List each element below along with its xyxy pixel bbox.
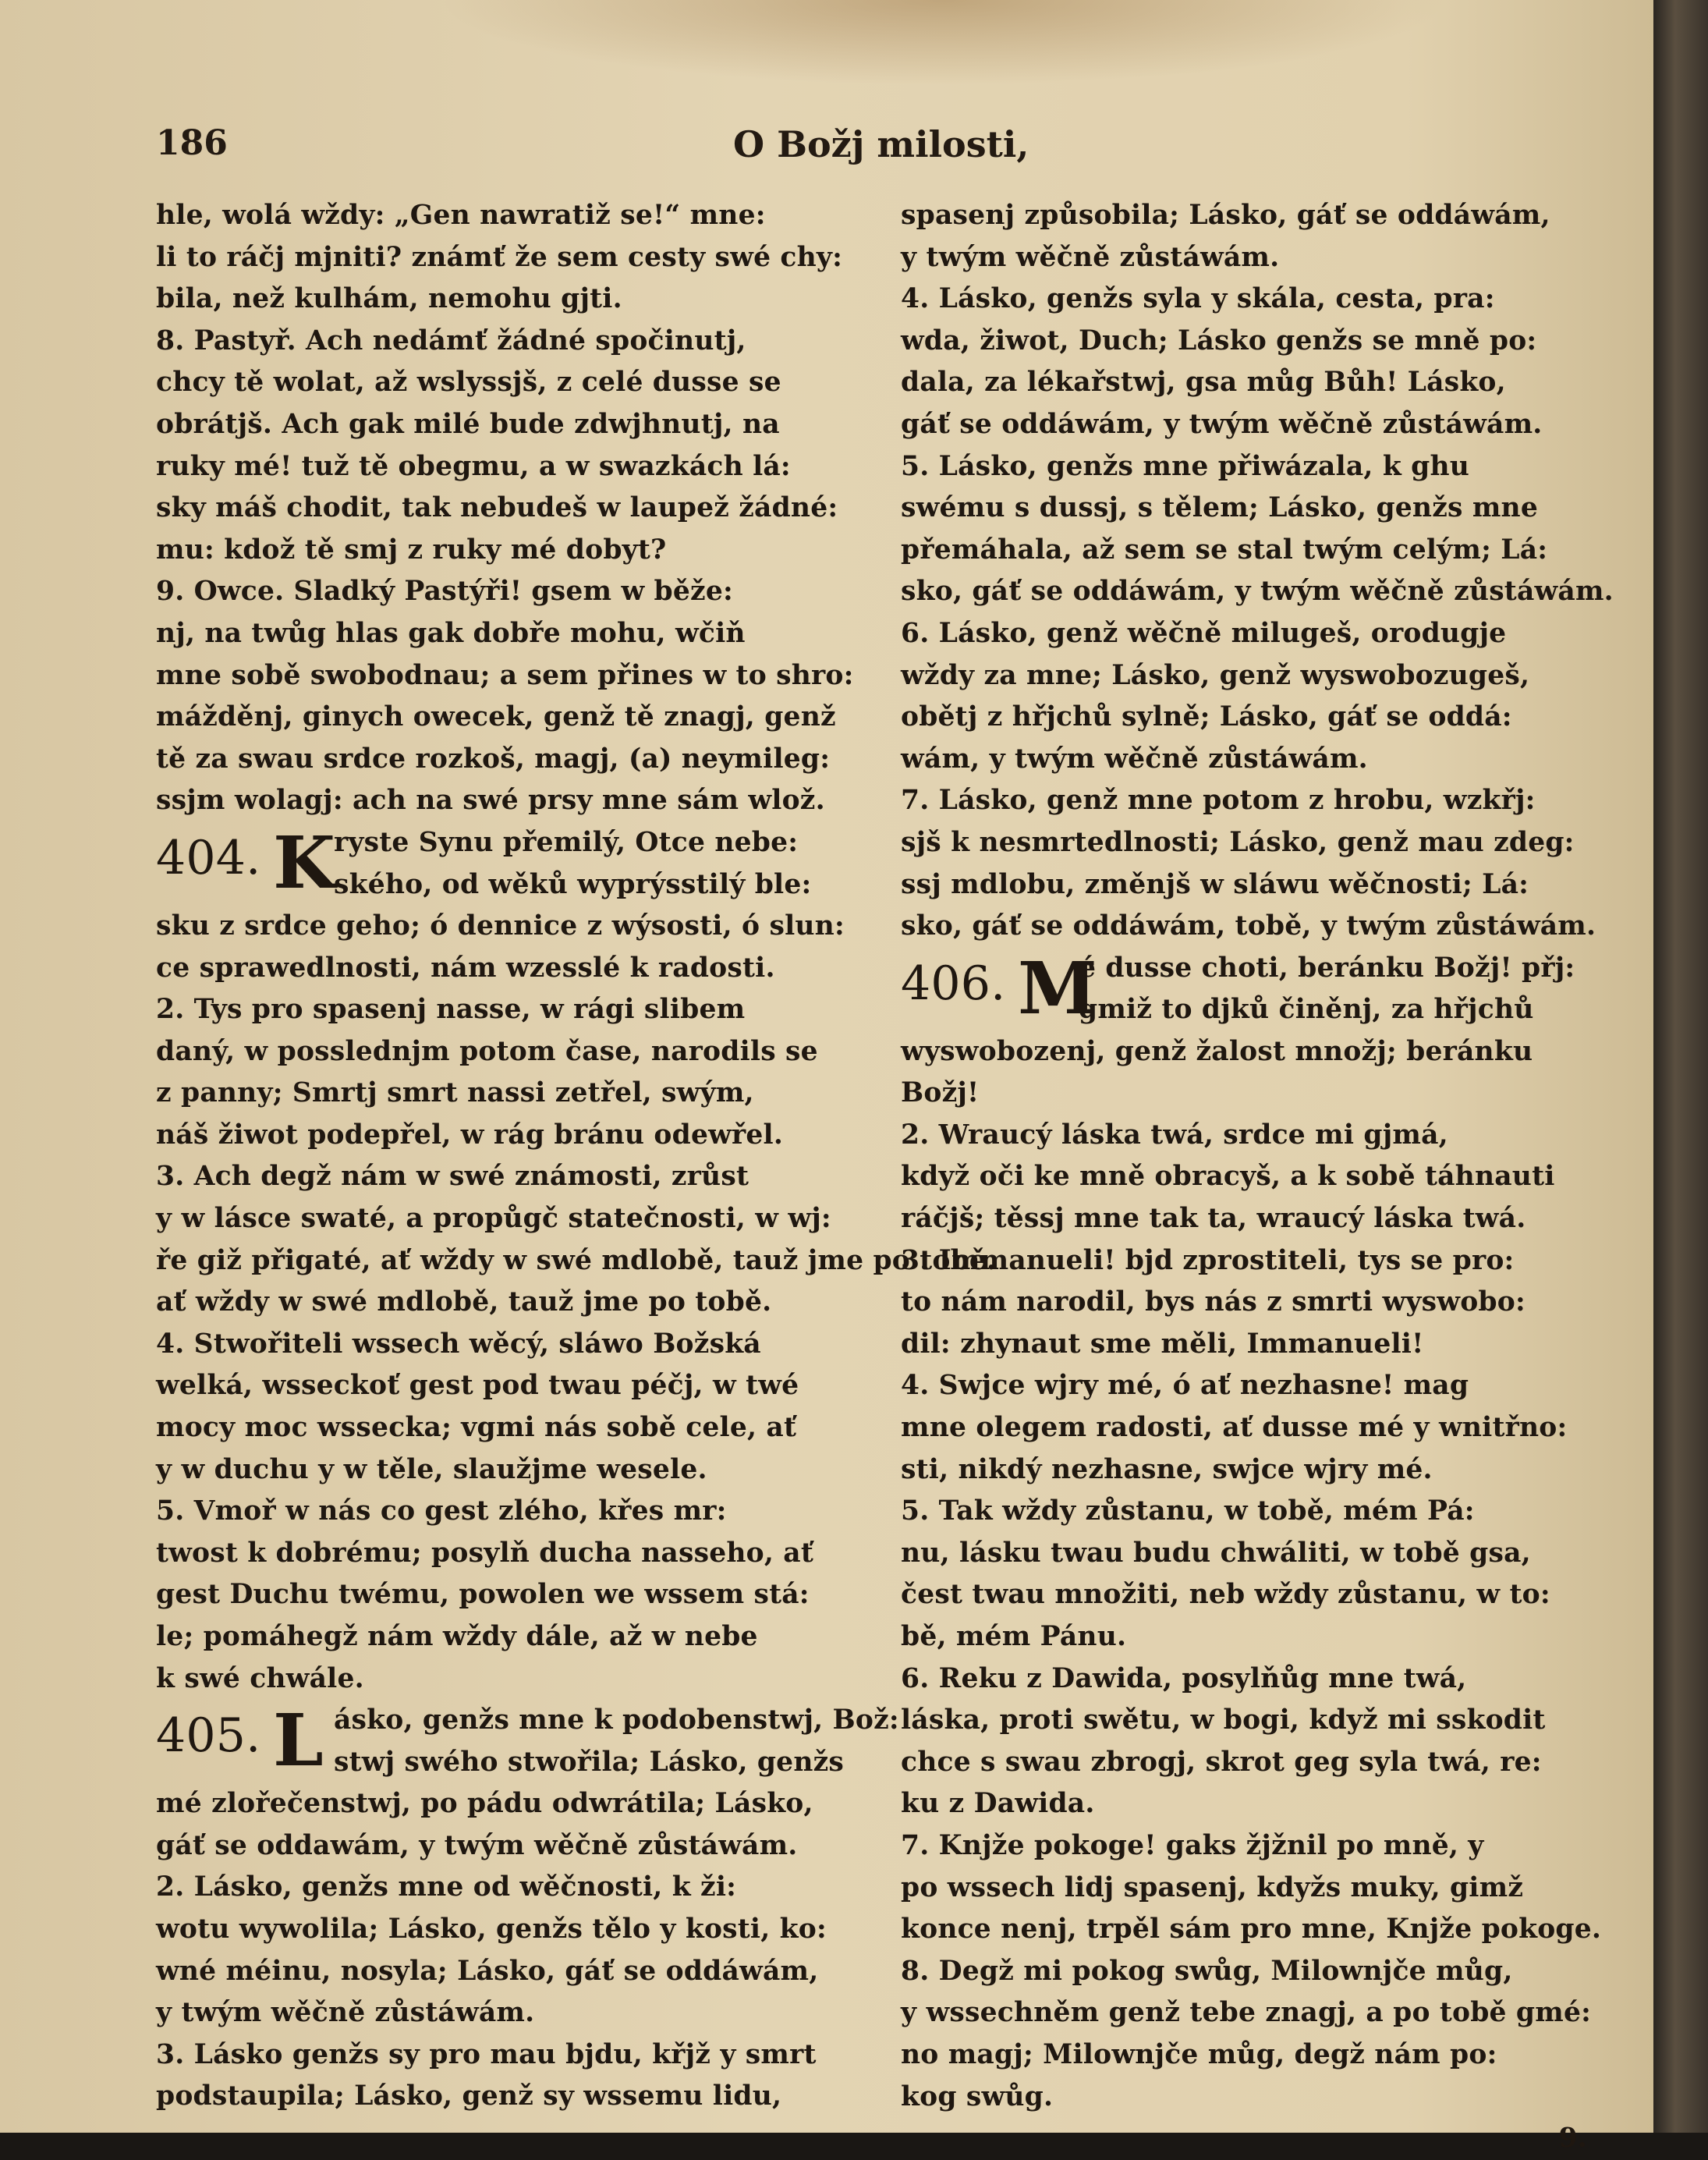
hymn-405-heading [156,1698,899,1783]
text-line: čest twau množiti, neb wždy zůstanu, w to: [901,1579,1550,1611]
text-line: 2. Tys pro spasenj nasse, w rági slibem [156,994,746,1026]
text-line: mne sobě swobodnau; a sem přines w to shro: [156,659,854,691]
text-line: k swé chwále. [156,1662,364,1694]
text-line: sjš k nesmrtedlnosti; Lásko, genž mau zdeg: [901,826,1575,858]
page-header [156,123,1529,178]
text-line: 5. Tak wždy zůstanu, w tobě, mém Pá: [901,1495,1475,1527]
hymn-first-line: ásko, genžs mne k podobenstwj, Bož: [334,1704,899,1736]
hymn-first-line: ryste Synu přemilý, Otce nebe: [334,826,799,858]
text-line: z panny; Smrtj smrt nassi zetřel, swým, [156,1077,754,1109]
text-line: 6. Lásko, genž wěčně milugeš, orodugje [901,617,1507,649]
text-line: y wssechněm genž tebe znagj, a po tobě gmé: [901,1997,1592,2029]
hymn-line: ce sprawedlnosti, nám wzesslé k radosti. [156,952,775,984]
text-line: mážděnj, ginych owecek, genž tě znagj, genž [156,701,836,733]
text-line: když oči ke mně obracyš, a k sobě táhnauti [901,1161,1555,1193]
text-line: podstaupila; Lásko, genž sy wssemu lidu, [156,2080,782,2112]
catchword: 9. [1558,2123,1587,2155]
text-line: gáť se oddáwám, y twým wěčně zůstáwám. [901,408,1543,440]
next-page-edge [1653,0,1708,2133]
hymn-line: sku z srdce geho; ó dennice z wýsosti, ó slun: [156,910,845,942]
text-line: 7. Knjže pokoge! gaks žjžnil po mně, y [901,1829,1484,1861]
text-line: chcy tě wolat, až wslyssjš, z celé dusse se [156,367,781,399]
running-title: O Božj milosti, [733,123,1029,165]
text-line: li to ráčj mjniti? známť že sem cesty swé chy: [156,241,843,273]
text-line: dil: zhynaut sme měli, Immanueli! [901,1328,1424,1360]
hymn-number: 406. [901,956,1006,1011]
text-line: kog swůg. [901,2080,1054,2112]
text-line: y twým wěčně zůstáwám. [901,241,1280,273]
hymn-line: Božj! [901,1077,980,1109]
text-line: přemáhala, až sem se stal twým celým; Lá: [901,534,1548,566]
text-line: ruky mé! tuž tě obegmu, a w swazkách lá: [156,450,791,482]
hymn-line: gáť se oddawám, y twým wěčně zůstáwám. [156,1829,798,1861]
text-line: sko, gáť se oddáwám, y twým wěčně zůstáwám. [901,576,1614,608]
text-line: 8. Pastyř. Ach nedámť žádné spočinutj, [156,325,746,356]
text-line: 3. Lásko genžs sy pro mau bjdu, křjž y smrt [156,2038,817,2070]
text-line: po wssech lidj spasenj, kdyžs muky, gimž [901,1871,1524,1903]
hymn-line: stwj swého stwořila; Lásko, genžs [334,1746,845,1778]
text-line: 3. Immanueli! bjd zprostiteli, tys se pro: [901,1244,1515,1276]
text-block [901,195,1614,948]
text-line: 4. Lásko, genžs syla y skála, cesta, pra: [901,283,1495,315]
text-line: no magj; Milownjče můg, degž nám po: [901,2038,1497,2070]
text-line: 4. Swjce wjry mé, ó ať nezhasne! mag [901,1370,1469,1402]
text-line: ráčjš; těssj mne tak ta, wraucý láska twá. [901,1203,1526,1235]
text-line: hle, wolá wždy: „Gen nawratiž se!“ mne: [156,200,766,231]
text-line: sti, nikdý nezhasne, swjce wjry mé. [901,1453,1433,1485]
right-column [901,195,1614,2160]
hymn-404-heading [156,822,858,906]
text-line: bě, mém Pánu. [901,1621,1127,1652]
text-line: 2. Wraucý láska twá, srdce mi gjmá, [901,1119,1448,1151]
text-line: 5. Lásko, genžs mne přiwázala, k ghu [901,450,1470,482]
text-line: ře giž přigaté, ať wždy w swé mdlobě, tauž jme po tobě. [156,1244,997,1276]
text-line: 7. Lásko, genž mne potom z hrobu, wzkřj: [901,785,1536,817]
text-line: 6. Reku z Dawida, posylňůg mne twá, [901,1662,1467,1694]
text-line: ať wždy w swé mdlobě, tauž jme po tobě. [156,1286,772,1318]
text-line: 5. Vmoř w nás co gest zlého, křes mr: [156,1495,727,1527]
text-line: sko, gáť se oddáwám, tobě, y twým zůstáwám. [901,910,1596,942]
drop-cap: L [273,1698,324,1783]
page-number: 186 [156,123,228,163]
text-line: 2. Lásko, genžs mne od wěčnosti, k ži: [156,1871,737,1903]
text-line: ssjm wolagj: ach na swé prsy mne sám wlož. [156,785,825,817]
hymn-line: ského, od wěků wyprýsstilý ble: [334,868,812,900]
text-line: wda, žiwot, Duch; Lásko genžs se mně po: [901,325,1537,356]
hymn-line: mé zlořečenstwj, po pádu odwrátila; Lásko, [156,1788,813,1820]
text-line: 9. Owce. Sladký Pastýři! gsem w běže: [156,576,733,608]
text-line: wám, y twým wěčně zůstáwám. [901,743,1368,775]
drop-cap: M [1018,945,1098,1030]
text-line: wždy za mne; Lásko, genž wyswobozugeš, [901,659,1530,691]
hymn-406-heading [901,945,1611,1031]
text-line: 8. Degž mi pokog swůg, Milownjče můg, [901,1955,1513,1987]
text-line: mocy moc wssecka; vgmi nás sobě cele, ať [156,1412,797,1444]
text-block [156,1867,858,2118]
text-line: mne olegem radosti, ať dusse mé y wnitřno: [901,1412,1568,1444]
text-line: 3. Ach degž nám w swé známosti, zrůst [156,1161,749,1193]
text-line: konce nenj, trpěl sám pro mne, Knjže pokoge. [901,1913,1602,1945]
text-line: dala, za lékařstwj, gsa můg Bůh! Lásko, [901,367,1506,399]
text-line: y w duchu y w těle, slaužjme wesele. [156,1453,707,1485]
text-line: twost k dobrému; posylň ducha nasseho, ať [156,1537,813,1569]
text-line: chce s swau zbrogj, skrot geg syla twá, re: [901,1746,1542,1778]
text-line: nu, lásku twau budu chwáliti, w tobě gsa, [901,1537,1531,1569]
text-line: mu: kdož tě smj z ruky mé dobyt? [156,534,667,566]
text-block [156,195,858,822]
hymn-number: 405. [156,1708,261,1764]
text-line: le; pomáhegž nám wždy dále, až w nebe [156,1621,758,1652]
text-line: nj, na twůg hlas gak dobře mohu, wčiň [156,617,746,649]
text-line: obětj z hřjchů sylně; Lásko, gáť se oddá: [901,701,1512,733]
text-line: tě za swau srdce rozkoš, magj, (a) neymileg: [156,743,831,775]
text-line: welká, wsseckoť gest pod twau péčj, w twé [156,1370,799,1402]
text-line: y w lásce swaté, a propůgč statečnosti, w wj: [156,1203,831,1235]
text-line: náš žiwot podepřel, w rág bránu odewřel. [156,1119,784,1151]
text-line: swému s dussj, s tělem; Lásko, genžs mne [901,492,1538,524]
text-line: daný, w posslednjm potom čase, narodils se [156,1035,818,1067]
text-line: ssj mdlobu, změnjš w sláwu wěčnosti; Lá: [901,868,1529,900]
hymn-line: wyswobozenj, genž žalost množj; beránku [901,1035,1533,1067]
text-block [901,1115,1611,2118]
text-line: y twým wěčně zůstáwám. [156,1997,535,2029]
text-line: spasenj způsobila; Lásko, gáť se oddáwám, [901,200,1550,231]
hymn-line: gmiž to djků činěnj, za hřjchů [1079,994,1534,1026]
text-line: to nám narodil, bys nás z smrti wyswobo: [901,1286,1526,1318]
text-line: gest Duchu twému, powolen we wssem stá: [156,1579,810,1611]
text-line: sky máš chodit, tak nebudeš w laupež žádné: [156,492,838,524]
hymn-first-line: é dusse choti, beránku Božj! přj: [1079,952,1575,984]
text-line: bila, než kulhám, nemohu gjti. [156,283,622,315]
text-line: ku z Dawida. [901,1788,1095,1820]
text-line: wné méinu, nosyla; Lásko, gáť se oddáwám, [156,1955,819,1987]
water-stain [437,0,1451,86]
text-line: láska, proti swětu, w bogi, když mi sskodit [901,1704,1546,1736]
drop-cap: K [273,820,336,905]
hymn-number: 404. [156,830,261,885]
text-line: 4. Stwořiteli wssech wěcý, sláwo Božská [156,1328,761,1360]
text-line: wotu wywolila; Lásko, genžs tělo y kosti, ko: [156,1913,827,1945]
text-line: obrátjš. Ach gak milé bude zdwjhnutj, na [156,408,780,440]
